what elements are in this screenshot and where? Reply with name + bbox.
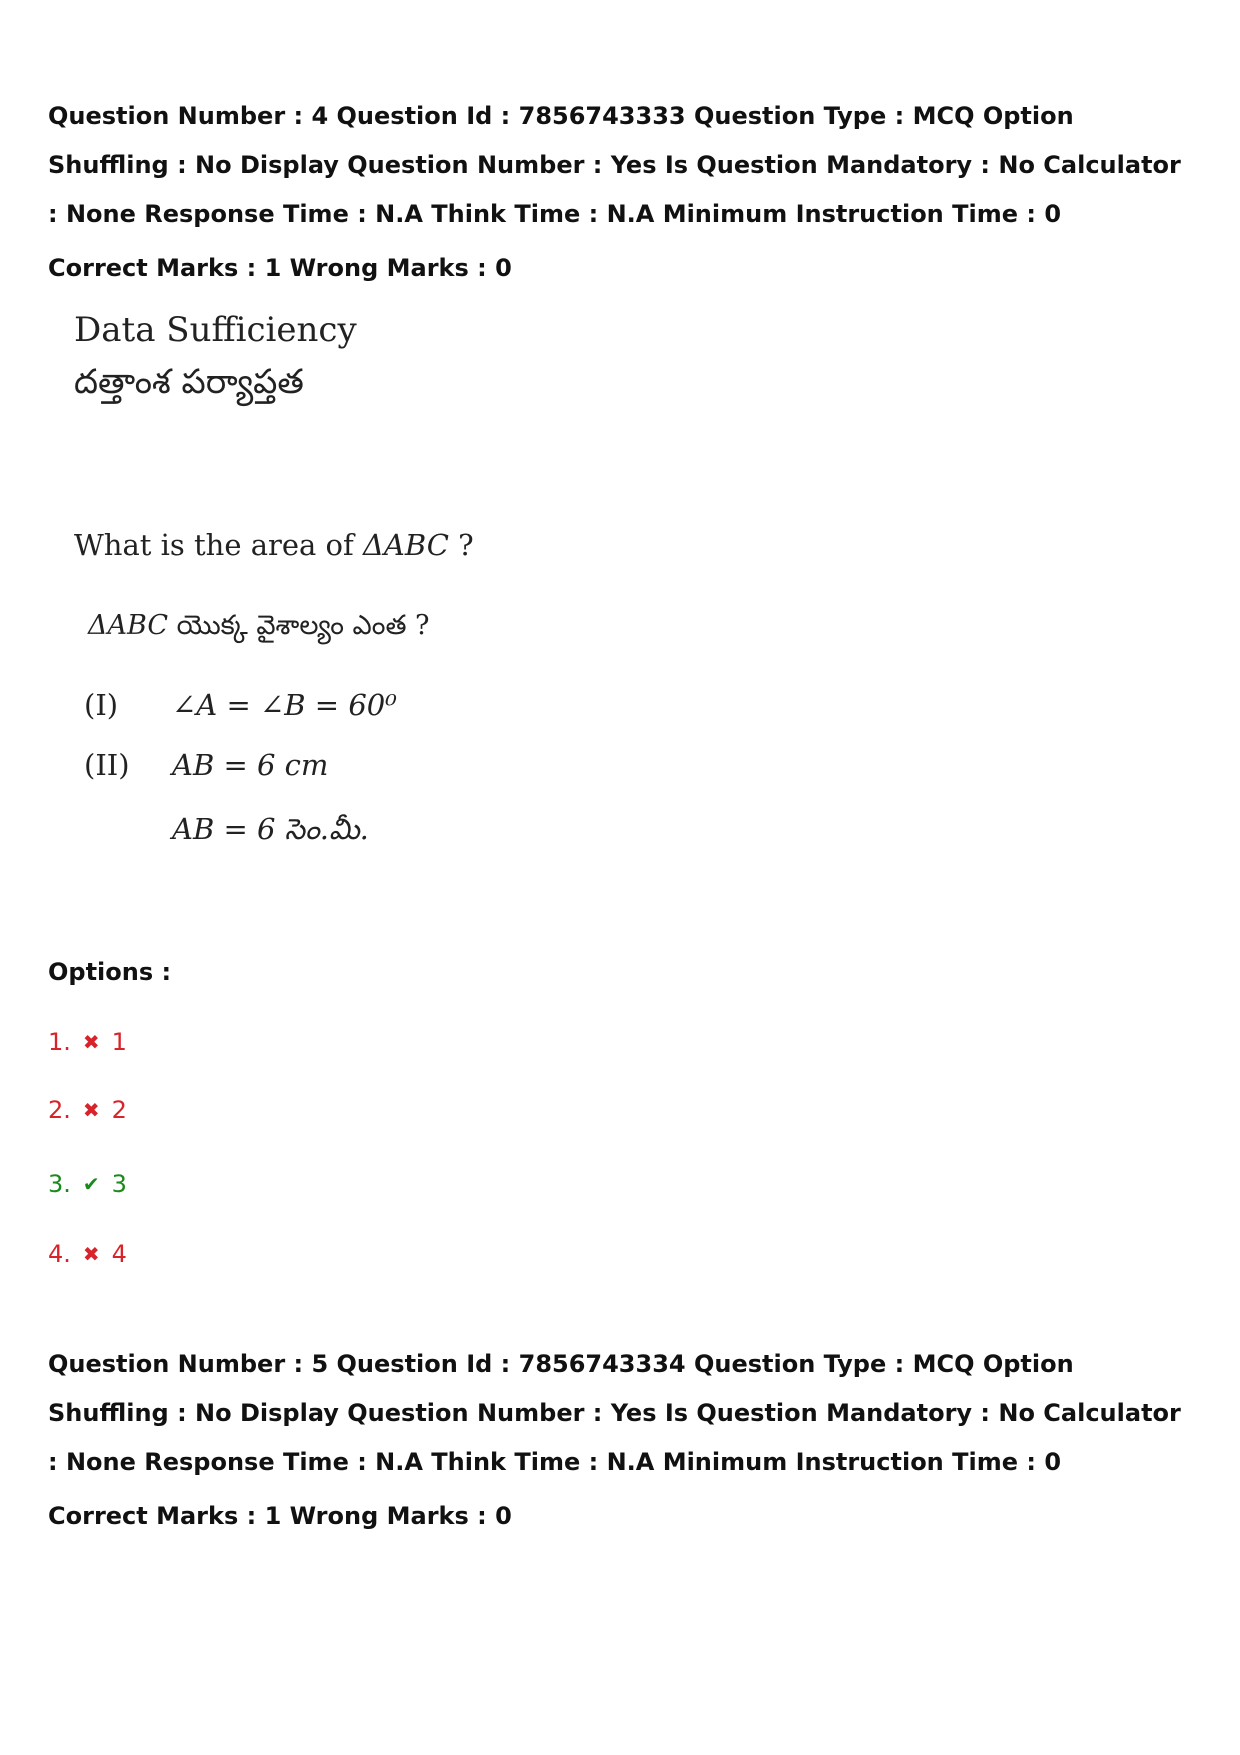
question-prompt-english [74,528,474,562]
option-text: 2 [111,1096,127,1124]
question-4-marks: Correct Marks : 1 Wrong Marks : 0 [48,254,512,282]
prompt-math-telugu: ΔABC [88,610,168,641]
option-text: 1 [111,1028,127,1056]
option-number: 1. [48,1028,71,1056]
option-text: 4 [111,1240,127,1268]
option-2[interactable] [48,1096,127,1124]
statement-1-label: (I) [84,688,119,722]
option-1[interactable] [48,1028,127,1056]
option-4[interactable] [48,1240,127,1268]
option-number: 3. [48,1170,71,1198]
question-heading-english: Data Sufficiency [74,310,357,350]
option-3[interactable] [48,1170,127,1198]
wrong-cross-icon: ✖ [82,1098,100,1122]
correct-check-icon: ✔ [82,1172,100,1196]
statement-2-label: (II) [84,748,130,782]
prompt-end: ? [448,528,474,562]
statement-1-expression: ∠A = ∠B = 60⁰ [172,688,397,722]
question-5-marks: Correct Marks : 1 Wrong Marks : 0 [48,1502,512,1530]
wrong-cross-icon: ✖ [82,1030,100,1054]
prompt-text: What is the area of [74,528,363,562]
option-number: 2. [48,1096,71,1124]
option-number: 4. [48,1240,71,1268]
question-prompt-telugu [88,610,430,648]
options-label: Options : [48,958,172,986]
question-5-meta: Question Number : 5 Question Id : 7856743334 Question Type : MCQ Option Shuffling : No Display Question Number : Yes Is Question Mandatory : No Calculator : None Response Time : N.A Think Time : N.A Minimum Instruction Time : 0 [48,1350,1181,1476]
wrong-cross-icon: ✖ [82,1242,100,1266]
prompt-math: ΔABC [362,528,449,562]
prompt-text-telugu: యొక్క వైశాల్యం ఎంత ? [168,610,430,641]
question-4-meta: Question Number : 4 Question Id : 7856743333 Question Type : MCQ Option Shuffling : No Display Question Number : Yes Is Question Mandatory : No Calculator : None Response Time : N.A Think Time : N.A Minimum Instruction Time : 0 [48,102,1181,228]
statement-2-expression: AB = 6 cm [172,748,329,782]
statement-2-expression-telugu: AB = 6 సెం.మీ. [172,812,369,846]
option-text: 3 [111,1170,127,1198]
question-heading-telugu: దత్తాంశ పర్యాప్తత [74,362,304,402]
